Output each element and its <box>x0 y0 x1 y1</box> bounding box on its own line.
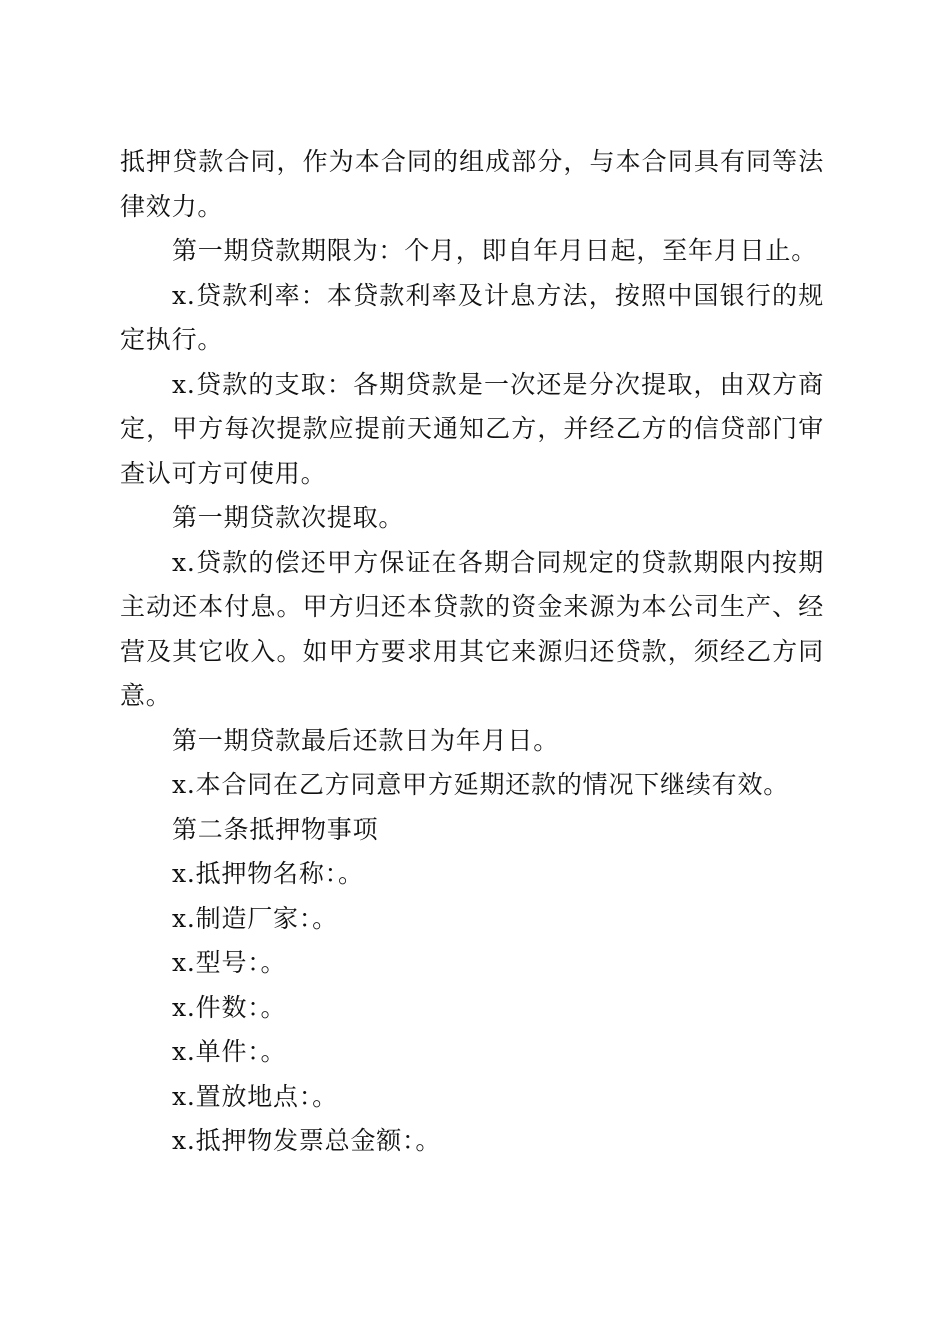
item-location: x.置放地点：。 <box>172 1081 338 1111</box>
section-heading-collateral: 第二条抵押物事项 <box>172 814 379 844</box>
document-body <box>120 140 824 1164</box>
paragraph-continuation: 抵押贷款合同，作为本合同的组成部分，与本合同具有同等法律效力。 <box>120 147 824 221</box>
paragraph-withdrawal-count: 第一期贷款次提取。 <box>172 503 405 532</box>
paragraph-interest-rate: x.贷款利率：本贷款利率及计息方法，按照中国银行的规定执行。 <box>120 280 824 354</box>
item-unit: x.单件：。 <box>172 1037 287 1066</box>
paragraph-loan-term: 第一期贷款期限为：个月，即自年月日起，至年月日止。 <box>172 236 818 265</box>
item-invoice-total: x.抵押物发票总金额：。 <box>172 1126 442 1155</box>
paragraph-repayment: x.贷款的偿还甲方保证在各期合同规定的贷款期限内按期主动还本付息。甲方归还本贷款的资金来源为本公司生产、经营及其它收入。如甲方要求用其它来源归还贷款，须经乙方同意。 <box>120 547 824 710</box>
item-quantity: x.件数：。 <box>172 992 287 1022</box>
paragraph-final-repayment-date: 第一期贷款最后还款日为年月日。 <box>172 725 560 755</box>
paragraph-withdrawal: x.贷款的支取：各期贷款是一次还是分次提取，由双方商定，甲方每次提款应提前天通知乙方，并经乙方的信贷部门审查认可方可使用。 <box>120 369 824 488</box>
item-manufacturer: x.制造厂家：。 <box>172 903 338 933</box>
item-collateral-name: x.抵押物名称：。 <box>172 859 364 888</box>
paragraph-extension: x.本合同在乙方同意甲方延期还款的情况下继续有效。 <box>172 770 790 799</box>
item-model: x.型号：。 <box>172 948 287 977</box>
